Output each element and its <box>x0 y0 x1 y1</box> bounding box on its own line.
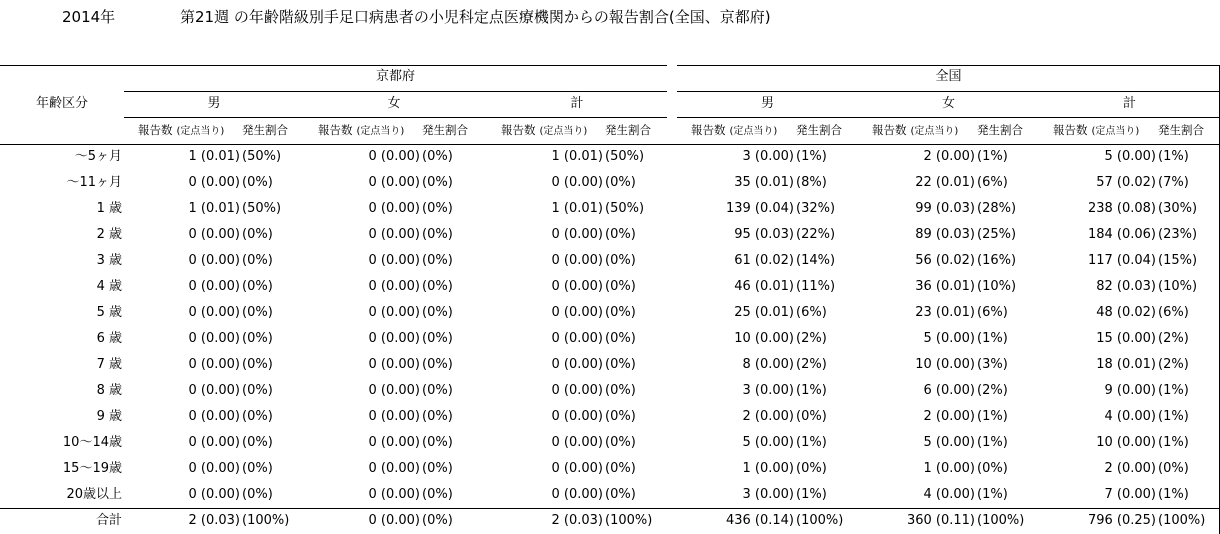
count-value: 0 (0.00) <box>368 409 420 424</box>
age-label: 2 歳 <box>96 227 122 242</box>
report-title: 第21週 の年齢階級別手足口病患者の小児科定点医療機関からの報告割合(全国、京都府) <box>180 8 771 26</box>
count-value: 0 (0.00) <box>551 357 603 372</box>
count-value: 1 (0.00) <box>742 461 794 476</box>
ratio-value: (0%) <box>422 227 453 242</box>
ratio-value: (0%) <box>422 435 453 450</box>
count-value: 0 (0.00) <box>551 487 603 502</box>
count-value: 0 (0.00) <box>188 253 240 268</box>
ratio-value: (1%) <box>977 435 1008 450</box>
ratio-value: (1%) <box>796 435 827 450</box>
ratio-value: (0%) <box>422 305 453 320</box>
count-value: 2 (0.00) <box>742 409 794 424</box>
ratio-value: (0%) <box>422 331 453 346</box>
sex-header: 計 <box>570 96 584 111</box>
count-value: 23 (0.01) <box>915 305 975 320</box>
age-label: 4 歳 <box>96 279 122 294</box>
count-value: 0 (0.00) <box>368 513 420 528</box>
ratio-value: (0%) <box>605 409 636 424</box>
ratio-value: (50%) <box>242 149 282 164</box>
ratio-value: (0%) <box>605 253 636 268</box>
rule-region-kyoto <box>124 91 667 92</box>
sex-header: 男 <box>207 96 221 111</box>
ratio-value: (6%) <box>796 305 827 320</box>
rule-top-kyoto <box>0 65 667 66</box>
count-value: 1 (0.01) <box>551 201 603 216</box>
count-value: 0 (0.00) <box>368 227 420 242</box>
count-value: 1 (0.01) <box>188 201 240 216</box>
ratio-value: (3%) <box>977 357 1008 372</box>
count-value: 0 (0.00) <box>368 383 420 398</box>
count-value: 4 (0.00) <box>923 487 975 502</box>
count-value: 61 (0.02) <box>734 253 794 268</box>
age-label: 6 歳 <box>96 331 122 346</box>
count-value: 0 (0.00) <box>188 357 240 372</box>
count-subheader: 報告数 (定点当り) <box>501 123 588 137</box>
count-value: 1 (0.00) <box>923 461 975 476</box>
count-subheader: 報告数 (定点当り) <box>872 123 959 137</box>
count-value: 18 (0.01) <box>1096 357 1156 372</box>
count-value: 15 (0.00) <box>1096 331 1156 346</box>
ratio-value: (1%) <box>1158 149 1189 164</box>
age-label: 8 歳 <box>96 383 122 398</box>
rule-header-bottom <box>0 144 1220 145</box>
count-value: 0 (0.00) <box>188 227 240 242</box>
age-label: 5 歳 <box>96 305 122 320</box>
ratio-value: (0%) <box>422 201 453 216</box>
count-value: 238 (0.08) <box>1087 201 1156 216</box>
count-value: 0 (0.00) <box>368 305 420 320</box>
count-value: 35 (0.01) <box>734 175 794 190</box>
count-value: 3 (0.00) <box>742 487 794 502</box>
count-value: 10 (0.00) <box>734 331 794 346</box>
ratio-value: (0%) <box>422 409 453 424</box>
ratio-value: (0%) <box>242 461 273 476</box>
ratio-value: (1%) <box>977 149 1008 164</box>
count-value: 184 (0.06) <box>1087 227 1156 242</box>
ratio-value: (50%) <box>242 201 282 216</box>
ratio-value: (6%) <box>977 305 1008 320</box>
count-value: 0 (0.00) <box>551 175 603 190</box>
count-value: 95 (0.03) <box>734 227 794 242</box>
count-value: 25 (0.01) <box>734 305 794 320</box>
ratio-value: (0%) <box>242 331 273 346</box>
rule-sex-national <box>677 117 1220 118</box>
count-value: 89 (0.03) <box>915 227 975 242</box>
ratio-value: (100%) <box>796 513 844 528</box>
ratio-value: (0%) <box>605 305 636 320</box>
count-value: 0 (0.00) <box>551 383 603 398</box>
count-value: 0 (0.00) <box>188 461 240 476</box>
ratio-value: (0%) <box>605 279 636 294</box>
count-value: 117 (0.04) <box>1087 253 1156 268</box>
ratio-value: (0%) <box>422 487 453 502</box>
ratio-value: (1%) <box>796 487 827 502</box>
count-value: 36 (0.01) <box>915 279 975 294</box>
ratio-value: (0%) <box>242 253 273 268</box>
ratio-value: (0%) <box>605 435 636 450</box>
count-value: 0 (0.00) <box>188 175 240 190</box>
age-label: 7 歳 <box>96 357 122 372</box>
count-value: 4 (0.00) <box>1104 409 1156 424</box>
count-value: 0 (0.00) <box>368 279 420 294</box>
ratio-subheader: 発生割合 <box>242 123 288 137</box>
count-value: 2 (0.00) <box>923 149 975 164</box>
age-label: 3 歳 <box>96 253 122 268</box>
region-header: 京都府 <box>375 69 415 84</box>
count-value: 0 (0.00) <box>188 279 240 294</box>
count-value: 796 (0.25) <box>1087 513 1156 528</box>
ratio-subheader: 発生割合 <box>605 123 651 137</box>
count-value: 22 (0.01) <box>915 175 975 190</box>
count-value: 10 (0.00) <box>1096 435 1156 450</box>
ratio-value: (100%) <box>977 513 1025 528</box>
ratio-value: (0%) <box>242 227 273 242</box>
ratio-value: (0%) <box>422 513 453 528</box>
ratio-value: (16%) <box>977 253 1017 268</box>
count-value: 7 (0.00) <box>1104 487 1156 502</box>
count-value: 0 (0.00) <box>188 305 240 320</box>
ratio-value: (10%) <box>977 279 1017 294</box>
rule-total-top <box>0 508 1220 509</box>
count-value: 0 (0.00) <box>188 435 240 450</box>
ratio-value: (23%) <box>1158 227 1198 242</box>
sex-header: 男 <box>760 96 774 111</box>
ratio-value: (2%) <box>1158 357 1189 372</box>
count-value: 56 (0.02) <box>915 253 975 268</box>
count-value: 0 (0.00) <box>368 435 420 450</box>
rule-region-national <box>677 91 1220 92</box>
report-year: 2014年 <box>62 8 116 26</box>
count-value: 5 (0.00) <box>923 435 975 450</box>
ratio-subheader: 発生割合 <box>977 123 1023 137</box>
count-value: 139 (0.04) <box>725 201 794 216</box>
ratio-value: (11%) <box>796 279 836 294</box>
ratio-value: (0%) <box>605 487 636 502</box>
ratio-value: (0%) <box>242 305 273 320</box>
rule-sex-kyoto <box>124 117 667 118</box>
age-label: 15～19歳 <box>62 461 122 476</box>
ratio-value: (100%) <box>242 513 290 528</box>
ratio-value: (1%) <box>1158 409 1189 424</box>
count-value: 0 (0.00) <box>188 409 240 424</box>
count-value: 0 (0.00) <box>368 149 420 164</box>
count-value: 3 (0.00) <box>742 149 794 164</box>
ratio-value: (0%) <box>422 253 453 268</box>
ratio-value: (1%) <box>796 149 827 164</box>
ratio-value: (0%) <box>242 175 273 190</box>
ratio-value: (22%) <box>796 227 836 242</box>
ratio-value: (50%) <box>605 201 645 216</box>
count-value: 0 (0.00) <box>188 331 240 346</box>
count-value: 0 (0.00) <box>551 461 603 476</box>
ratio-value: (50%) <box>605 149 645 164</box>
count-value: 0 (0.00) <box>368 331 420 346</box>
count-value: 0 (0.00) <box>368 357 420 372</box>
count-value: 1 (0.01) <box>188 149 240 164</box>
sex-header: 女 <box>941 96 955 111</box>
ratio-value: (0%) <box>605 461 636 476</box>
count-value: 99 (0.03) <box>915 201 975 216</box>
total-label: 合計 <box>95 513 122 528</box>
count-value: 0 (0.00) <box>551 331 603 346</box>
age-label: 1 歳 <box>96 201 122 216</box>
ratio-value: (30%) <box>1158 201 1198 216</box>
count-subheader: 報告数 (定点当り) <box>138 123 225 137</box>
ratio-value: (7%) <box>1158 175 1189 190</box>
ratio-value: (1%) <box>1158 435 1189 450</box>
count-value: 3 (0.00) <box>742 383 794 398</box>
age-label: 9 歳 <box>96 409 122 424</box>
ratio-value: (1%) <box>1158 487 1189 502</box>
ratio-value: (1%) <box>1158 383 1189 398</box>
count-value: 0 (0.00) <box>188 487 240 502</box>
count-subheader: 報告数 (定点当り) <box>691 123 778 137</box>
ratio-value: (0%) <box>242 487 273 502</box>
count-value: 2 (0.03) <box>551 513 603 528</box>
count-value: 0 (0.00) <box>188 383 240 398</box>
ratio-value: (28%) <box>977 201 1017 216</box>
count-value: 0 (0.00) <box>551 279 603 294</box>
ratio-value: (0%) <box>242 409 273 424</box>
ratio-value: (1%) <box>796 383 827 398</box>
ratio-value: (1%) <box>977 409 1008 424</box>
ratio-value: (0%) <box>605 175 636 190</box>
ratio-value: (32%) <box>796 201 836 216</box>
count-value: 0 (0.00) <box>551 227 603 242</box>
ratio-value: (2%) <box>796 357 827 372</box>
count-value: 0 (0.00) <box>551 409 603 424</box>
count-value: 6 (0.00) <box>923 383 975 398</box>
age-label: ～11ヶ月 <box>66 175 122 190</box>
ratio-value: (0%) <box>242 279 273 294</box>
ratio-value: (0%) <box>242 383 273 398</box>
ratio-value: (0%) <box>422 279 453 294</box>
ratio-value: (0%) <box>977 461 1008 476</box>
count-value: 57 (0.02) <box>1096 175 1156 190</box>
ratio-value: (0%) <box>605 227 636 242</box>
ratio-value: (0%) <box>422 149 453 164</box>
ratio-value: (0%) <box>605 331 636 346</box>
count-value: 5 (0.00) <box>1104 149 1156 164</box>
ratio-value: (0%) <box>422 383 453 398</box>
ratio-value: (0%) <box>422 461 453 476</box>
region-header: 全国 <box>935 69 962 84</box>
count-value: 48 (0.02) <box>1096 305 1156 320</box>
ratio-value: (2%) <box>1158 331 1189 346</box>
count-value: 9 (0.00) <box>1104 383 1156 398</box>
age-column-header: 年齢区分 <box>35 96 88 111</box>
ratio-value: (8%) <box>796 175 827 190</box>
count-value: 5 (0.00) <box>742 435 794 450</box>
rule-top-national <box>677 65 1220 66</box>
ratio-value: (0%) <box>796 461 827 476</box>
ratio-value: (2%) <box>977 383 1008 398</box>
ratio-subheader: 発生割合 <box>422 123 468 137</box>
ratio-value: (0%) <box>242 435 273 450</box>
count-value: 0 (0.00) <box>368 487 420 502</box>
ratio-value: (1%) <box>977 487 1008 502</box>
count-value: 82 (0.03) <box>1096 279 1156 294</box>
count-subheader: 報告数 (定点当り) <box>318 123 405 137</box>
ratio-value: (0%) <box>1158 461 1189 476</box>
age-label: 10～14歳 <box>62 435 122 450</box>
count-subheader: 報告数 (定点当り) <box>1053 123 1140 137</box>
count-value: 0 (0.00) <box>551 435 603 450</box>
count-value: 2 (0.00) <box>923 409 975 424</box>
sex-header: 計 <box>1122 96 1136 111</box>
count-value: 0 (0.00) <box>368 175 420 190</box>
count-value: 0 (0.00) <box>368 201 420 216</box>
ratio-value: (0%) <box>242 357 273 372</box>
count-value: 5 (0.00) <box>923 331 975 346</box>
ratio-subheader: 発生割合 <box>1158 123 1204 137</box>
ratio-value: (6%) <box>1158 305 1189 320</box>
ratio-subheader: 発生割合 <box>796 123 842 137</box>
age-label: ～5ヶ月 <box>74 149 122 164</box>
count-value: 0 (0.00) <box>551 305 603 320</box>
count-value: 46 (0.01) <box>734 279 794 294</box>
ratio-value: (10%) <box>1158 279 1198 294</box>
count-value: 360 (0.11) <box>906 513 975 528</box>
count-value: 10 (0.00) <box>915 357 975 372</box>
ratio-value: (0%) <box>605 357 636 372</box>
count-value: 2 (0.00) <box>1104 461 1156 476</box>
ratio-value: (15%) <box>1158 253 1198 268</box>
ratio-value: (25%) <box>977 227 1017 242</box>
sex-header: 女 <box>387 96 401 111</box>
ratio-value: (14%) <box>796 253 836 268</box>
count-value: 0 (0.00) <box>368 253 420 268</box>
count-value: 0 (0.00) <box>551 253 603 268</box>
ratio-value: (100%) <box>605 513 653 528</box>
ratio-value: (1%) <box>977 331 1008 346</box>
count-value: 436 (0.14) <box>725 513 794 528</box>
ratio-value: (0%) <box>422 357 453 372</box>
ratio-value: (100%) <box>1158 513 1206 528</box>
ratio-value: (2%) <box>796 331 827 346</box>
ratio-value: (0%) <box>605 383 636 398</box>
ratio-value: (6%) <box>977 175 1008 190</box>
ratio-value: (0%) <box>422 175 453 190</box>
count-value: 8 (0.00) <box>742 357 794 372</box>
ratio-value: (0%) <box>796 409 827 424</box>
count-value: 2 (0.03) <box>188 513 240 528</box>
count-value: 0 (0.00) <box>368 461 420 476</box>
age-label: 20歳以上 <box>66 487 122 502</box>
count-value: 1 (0.01) <box>551 149 603 164</box>
